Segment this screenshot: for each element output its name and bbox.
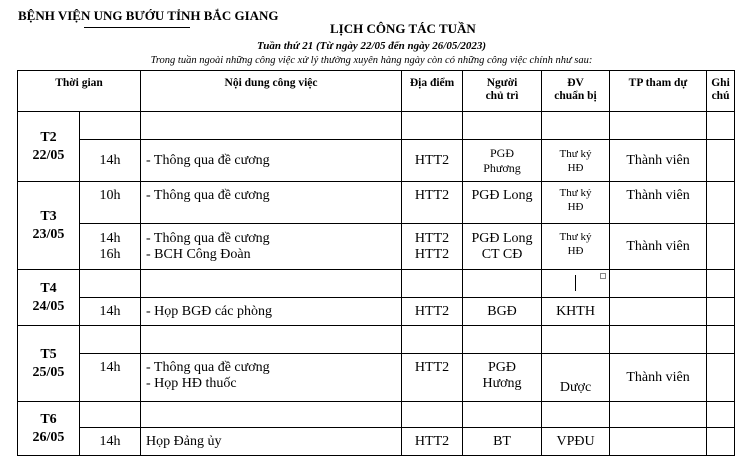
col-chair <box>463 71 542 112</box>
week-range: Tuần thứ 21 (Từ ngày 22/05 đến ngày 26/05/2023) <box>256 40 487 52</box>
table-row <box>18 428 735 456</box>
place-line2: HTT2 <box>414 246 450 262</box>
time-cell: 14h <box>80 140 141 182</box>
attend-cell <box>610 298 707 326</box>
note-cell <box>707 428 735 456</box>
place-cell: HTT2 <box>402 182 463 224</box>
day-date: 22/05 <box>32 147 65 163</box>
day-cell-t4 <box>18 270 80 326</box>
time-line1: 14h <box>99 230 121 246</box>
attend-cell: Thành viên <box>610 182 707 224</box>
content-cell <box>141 354 402 402</box>
content-line1: - Thông qua đề cương <box>146 360 270 375</box>
time-cell: 14h <box>80 298 141 326</box>
hospital-underline <box>84 27 190 28</box>
prep-line2: HĐ <box>567 161 584 174</box>
table-row <box>18 326 735 354</box>
place-cell: HTT2 <box>402 354 463 402</box>
content-cell: - Thông qua đề cương <box>141 182 402 224</box>
day-cell-t5 <box>18 326 80 402</box>
chair-line2: Hương <box>482 376 522 391</box>
note-cell <box>707 298 735 326</box>
intro-note: Trong tuần ngoài những công việc xử lý thường xuyên hàng ngày còn có những công việc chính như sau: <box>150 55 593 66</box>
prep-line2: HĐ <box>567 245 584 257</box>
prep-cell-editing[interactable] <box>542 270 610 298</box>
table-row <box>18 112 735 140</box>
chair-line1: PGĐ <box>490 145 515 160</box>
place-line1: HTT2 <box>414 230 450 246</box>
chair-cell <box>463 354 542 402</box>
chair-cell: PGĐ Long <box>463 182 542 224</box>
attend-cell: Thành viên <box>610 224 707 270</box>
day-date: 25/05 <box>32 364 65 380</box>
prep-cell <box>542 140 610 182</box>
content-cell: - Thông qua đề cương <box>141 140 402 182</box>
table-row <box>18 298 735 326</box>
prep-cell <box>542 224 610 270</box>
time-cell <box>80 224 141 270</box>
chair-cell <box>463 224 542 270</box>
day-label: T6 <box>40 411 57 427</box>
col-chair-line2: chủ trì <box>485 90 519 102</box>
text-cursor <box>575 275 576 291</box>
attend-cell <box>610 428 707 456</box>
place-cell: HTT2 <box>402 140 463 182</box>
hospital-name: BỆNH VIỆN UNG BƯỚU TỈNH BẮC GIANG <box>18 8 279 23</box>
table-row <box>18 224 735 270</box>
prep-cell: VPĐU <box>542 428 610 456</box>
table-row <box>18 402 735 428</box>
time-line2: 16h <box>99 246 121 262</box>
document-title: LỊCH CÔNG TÁC TUẦN <box>330 21 476 36</box>
table-row <box>18 140 735 182</box>
col-time: Thời gian <box>18 71 141 112</box>
day-cell-t2 <box>18 112 80 182</box>
day-cell-t3 <box>18 182 80 270</box>
time-cell: 14h <box>80 354 141 402</box>
prep-cell: KHTH <box>542 298 610 326</box>
day-label: T2 <box>40 129 57 145</box>
chair-cell: BT <box>463 428 542 456</box>
content-cell <box>141 224 402 270</box>
chair-cell: BGĐ <box>463 298 542 326</box>
prep-line1: Thư ký <box>559 147 592 160</box>
col-prep <box>542 71 610 112</box>
prep-line2: HĐ <box>567 201 584 213</box>
day-date: 24/05 <box>32 298 65 314</box>
attend-cell: Thành viên <box>610 140 707 182</box>
col-prep-line2: chuẩn bị <box>554 90 597 102</box>
col-prep-line1: ĐV <box>567 77 584 89</box>
col-note-line1: Ghi <box>711 77 730 89</box>
day-cell-t6 <box>18 402 80 456</box>
col-place: Địa điểm <box>402 71 463 112</box>
prep-line1: Thư ký <box>559 231 592 243</box>
content-line2: - BCH Công Đoàn <box>146 246 251 262</box>
attend-cell: Thành viên <box>610 354 707 402</box>
place-cell: HTT2 <box>402 428 463 456</box>
col-chair-line1: Người <box>486 77 518 89</box>
content-line2: - Họp HĐ thuốc <box>146 376 237 391</box>
day-label: T5 <box>40 346 57 362</box>
header-row <box>18 71 735 112</box>
content-line1: - Thông qua đề cương <box>146 230 270 246</box>
day-date: 23/05 <box>32 226 65 242</box>
col-attend: TP tham dự <box>610 71 707 112</box>
table-row <box>18 270 735 298</box>
col-note <box>707 71 735 112</box>
content-cell: - Họp BGĐ các phòng <box>141 298 402 326</box>
note-cell <box>707 140 735 182</box>
chair-cell <box>463 140 542 182</box>
table-row <box>18 354 735 402</box>
prep-cell: Dược <box>542 354 610 402</box>
content-cell: Họp Đảng ủy <box>141 428 402 456</box>
cell-resize-handle[interactable] <box>600 273 606 279</box>
note-cell <box>707 182 735 224</box>
day-date: 26/05 <box>32 429 65 445</box>
col-content: Nội dung công việc <box>141 71 402 112</box>
note-cell <box>707 224 735 270</box>
day-label: T4 <box>40 280 57 296</box>
chair-line2: Phương <box>483 160 521 175</box>
prep-line1: Thư ký <box>559 187 592 199</box>
chair-line1: PGĐ <box>488 360 517 375</box>
table-row <box>18 182 735 224</box>
day-label: T3 <box>40 208 57 224</box>
time-cell: 10h <box>80 182 141 224</box>
chair-line1: PGĐ Long <box>471 230 533 246</box>
schedule-table <box>17 70 735 456</box>
time-cell: 14h <box>80 428 141 456</box>
chair-line2: CT CĐ <box>481 246 523 262</box>
prep-cell <box>542 182 610 224</box>
place-cell <box>402 224 463 270</box>
place-cell: HTT2 <box>402 298 463 326</box>
col-note-line2: chú <box>711 90 730 102</box>
note-cell <box>707 354 735 402</box>
